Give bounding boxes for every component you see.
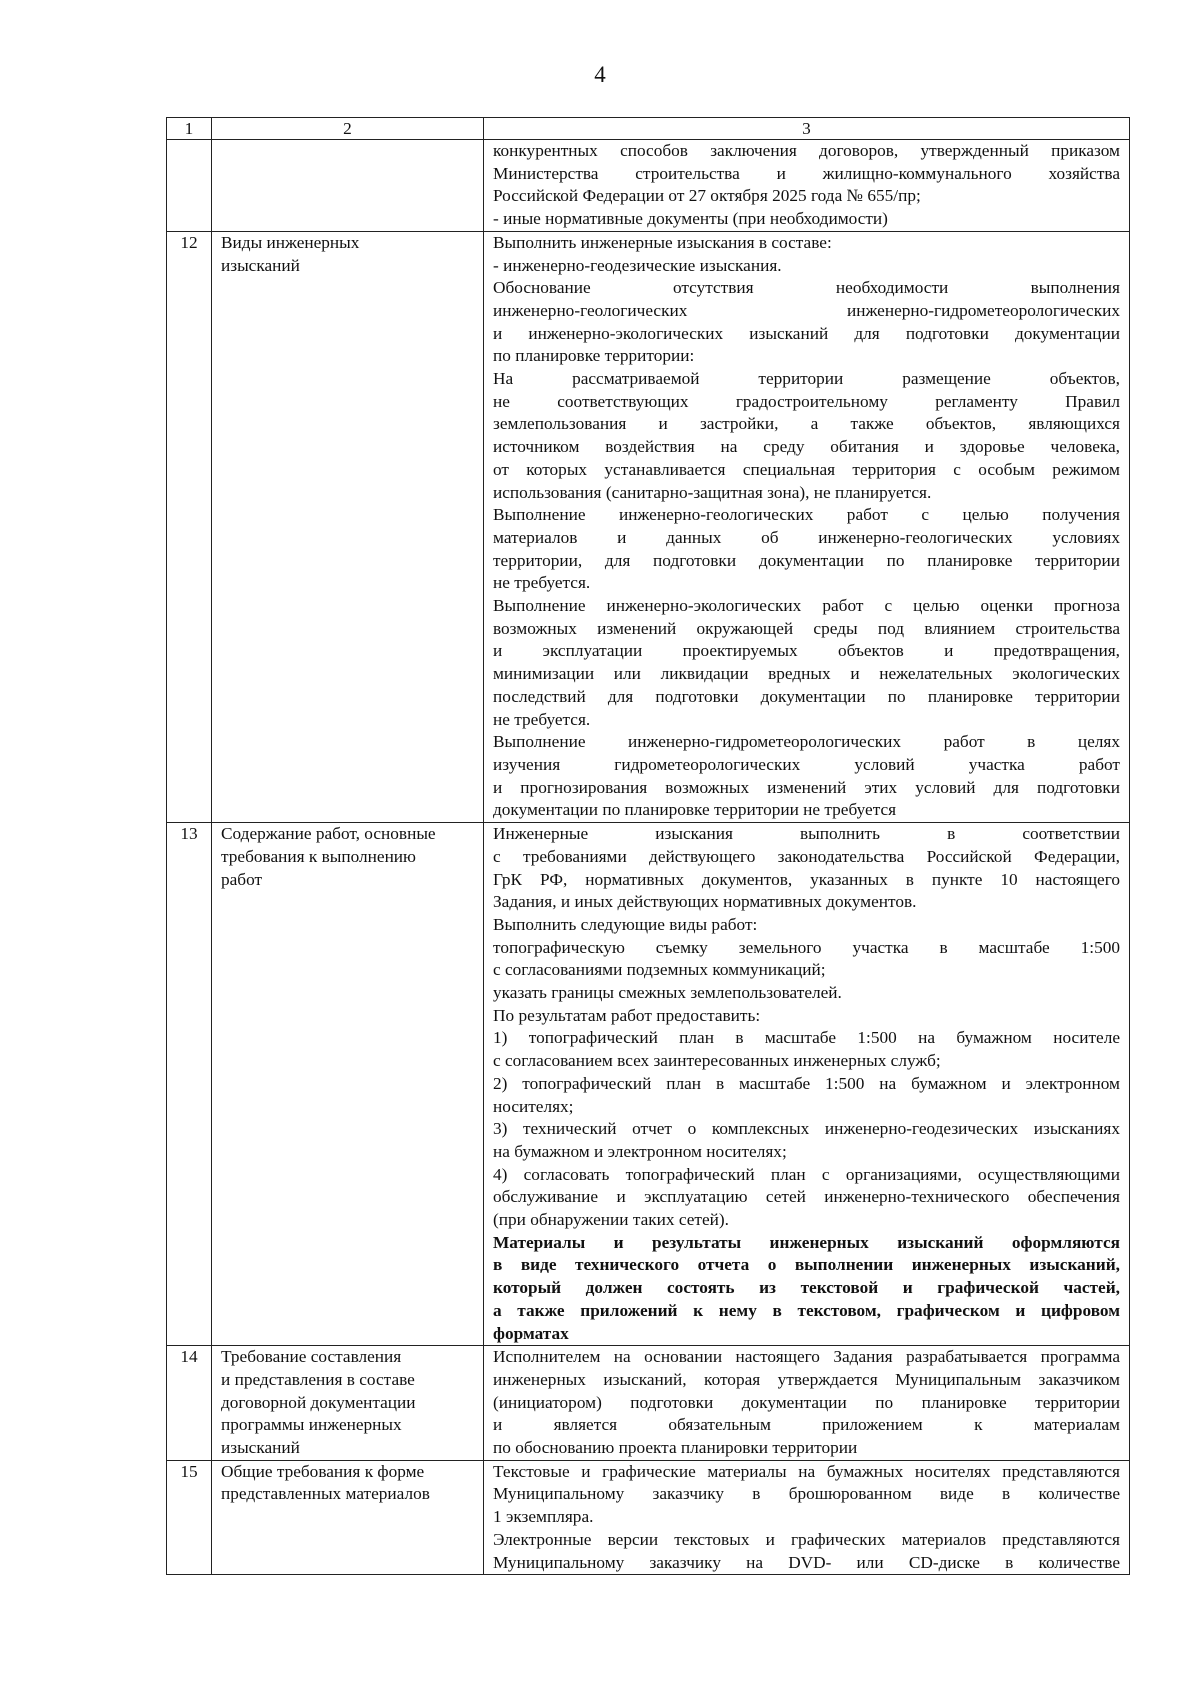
description-line: документации по планировке территории не требуется bbox=[493, 800, 897, 820]
description-line: и эксплуатации проектируемых объектов и предотвращения, bbox=[493, 641, 1120, 661]
table-row bbox=[167, 140, 1130, 232]
description-line: а также приложений к нему в текстовом, графическом и цифровом bbox=[493, 1300, 1120, 1320]
description-line: с согласованиями подземных коммуникаций; bbox=[493, 960, 826, 980]
row-description bbox=[484, 823, 1130, 1346]
header-cell-1: 1 bbox=[167, 118, 212, 140]
row-title-line: Общие требования к форме bbox=[221, 1461, 425, 1481]
description-line: инженерно-геологических инженерно-гидрометеорологических bbox=[493, 300, 1120, 320]
description-line: Министерства строительства и жилищно-коммунального хозяйства bbox=[493, 163, 1120, 183]
row-description bbox=[484, 1460, 1130, 1575]
description-line: - инженерно-геодезические изыскания. bbox=[493, 255, 782, 275]
row-title-line: изысканий bbox=[221, 1438, 300, 1458]
description-line: Муниципальному заказчику в брошюрованном виде в количестве bbox=[493, 1484, 1120, 1504]
description-line: минимизации или ликвидации вредных и нежелательных экологических bbox=[493, 664, 1120, 684]
description-line: 4) согласовать топографический план с организациями, осуществляющими bbox=[493, 1164, 1120, 1184]
description-line: по планировке территории: bbox=[493, 346, 695, 366]
page-number: 4 bbox=[594, 62, 606, 87]
description-line: конкурентных способов заключения договоров, утвержденный приказом bbox=[493, 141, 1120, 160]
description-line: в виде технического отчета о выполнении инженерных изысканий, bbox=[493, 1255, 1120, 1275]
description-line: указать границы смежных землепользователей. bbox=[493, 983, 842, 1003]
description-line: Электронные версии текстовых и графических материалов представляются bbox=[493, 1529, 1120, 1549]
row-title bbox=[212, 140, 484, 232]
description-line: возможных изменений окружающей среды под влиянием строительства bbox=[493, 618, 1120, 638]
description-line: Задания, и иных действующих нормативных документов. bbox=[493, 892, 917, 912]
table-row bbox=[167, 1460, 1130, 1575]
description-line: (при обнаружении таких сетей). bbox=[493, 1210, 729, 1230]
requirements-table bbox=[166, 117, 1130, 1575]
description-line: Исполнителем на основании настоящего Задания разрабатывается программа bbox=[493, 1347, 1120, 1367]
description-line: 1) топографический план в масштабе 1:500 на бумажном носителе bbox=[493, 1028, 1120, 1048]
row-number: 13 bbox=[167, 823, 212, 1346]
description-line: от которых устанавливается специальная территория с особым режимом bbox=[493, 459, 1120, 479]
row-title bbox=[212, 1460, 484, 1575]
row-title-line: Требование составления bbox=[221, 1347, 402, 1367]
description-line: На рассматриваемой территории размещение объектов, bbox=[493, 369, 1120, 389]
description-line: и прогнозирования возможных изменений этих условий для подготовки bbox=[493, 777, 1120, 797]
description-line: с согласованием всех заинтересованных инженерных служб; bbox=[493, 1051, 941, 1071]
description-line: материалов и данных об инженерно-геологических условиях bbox=[493, 527, 1120, 547]
row-title-line: договорной документации bbox=[221, 1392, 416, 1412]
description-line: изучения гидрометеорологических условий участка работ bbox=[493, 754, 1120, 774]
row-title-line: представленных материалов bbox=[221, 1484, 430, 1504]
description-line: территории, для подготовки документации по планировке территории bbox=[493, 550, 1120, 570]
row-title-line: Виды инженерных bbox=[221, 232, 360, 252]
description-line: Инженерные изыскания выполнить в соответствии bbox=[493, 824, 1120, 844]
row-title bbox=[212, 231, 484, 822]
row-number: 12 bbox=[167, 231, 212, 822]
description-line: не требуется. bbox=[493, 709, 591, 729]
description-line: Выполнить инженерные изыскания в составе: bbox=[493, 232, 832, 252]
header-cell-2: 2 bbox=[212, 118, 484, 140]
description-line: который должен состоять из текстовой и графической частей, bbox=[493, 1278, 1120, 1298]
description-line: и инженерно-экологических изысканий для подготовки документации bbox=[493, 323, 1120, 343]
row-number: 14 bbox=[167, 1346, 212, 1461]
row-title-line: Содержание работ, основные bbox=[221, 824, 436, 844]
description-line: использования (санитарно-защитная зона), не планируется. bbox=[493, 482, 932, 502]
row-description bbox=[484, 140, 1130, 232]
description-line: Выполнение инженерно-гидрометеорологических работ в целях bbox=[493, 732, 1120, 752]
table-body bbox=[167, 118, 1130, 1575]
description-line: Выполнение инженерно-геологических работ с целью получения bbox=[493, 505, 1120, 525]
row-description bbox=[484, 1346, 1130, 1461]
description-line: Российской Федерации от 27 октября 2025 года № 655/пр; bbox=[493, 186, 921, 206]
description-line: источником воздействия на среду обитания и здоровье человека, bbox=[493, 437, 1120, 457]
description-line: 3) технический отчет о комплексных инженерно-геодезических изысканиях bbox=[493, 1119, 1120, 1139]
row-title-line: работ bbox=[221, 869, 263, 889]
description-line: - иные нормативные документы (при необходимости) bbox=[493, 209, 888, 229]
description-line: инженерных изысканий, которая утверждается Муниципальным заказчиком bbox=[493, 1369, 1120, 1389]
row-title-line: требования к выполнению bbox=[221, 846, 416, 866]
description-line: 2) топографический план в масштабе 1:500 на бумажном и электронном bbox=[493, 1073, 1120, 1093]
description-line: Текстовые и графические материалы на бумажных носителях представляются bbox=[493, 1461, 1120, 1481]
header-cell-3: 3 bbox=[484, 118, 1130, 140]
description-line: Материалы и результаты инженерных изысканий оформляются bbox=[493, 1232, 1120, 1252]
description-line: и является обязательным приложением к материалам bbox=[493, 1415, 1120, 1435]
description-line: последствий для подготовки документации по планировке территории bbox=[493, 686, 1120, 706]
description-line: носителях; bbox=[493, 1096, 574, 1116]
row-title-line: и представления в составе bbox=[221, 1369, 415, 1389]
row-number bbox=[167, 140, 212, 232]
description-line: (инициатором) подготовки документации по планировке территории bbox=[493, 1392, 1120, 1412]
description-line: ГрК РФ, нормативных документов, указанных в пункте 10 настоящего bbox=[493, 869, 1120, 889]
description-line: не требуется. bbox=[493, 573, 591, 593]
row-description bbox=[484, 231, 1130, 822]
table-header-row bbox=[167, 118, 1130, 140]
description-line: по обоснованию проекта планировки территории bbox=[493, 1438, 858, 1458]
description-line: не соответствующих градостроительному регламенту Правил bbox=[493, 391, 1120, 411]
table-row bbox=[167, 231, 1130, 822]
row-title-line: программы инженерных bbox=[221, 1415, 402, 1435]
table-row bbox=[167, 1346, 1130, 1461]
description-line: По результатам работ предоставить: bbox=[493, 1005, 761, 1025]
description-line: землепользования и застройки, а также объектов, являющихся bbox=[493, 414, 1120, 434]
description-line: форматах bbox=[493, 1323, 569, 1343]
row-number: 15 bbox=[167, 1460, 212, 1575]
description-line: с требованиями действующего законодательства Российской Федерации, bbox=[493, 846, 1120, 866]
description-line: Выполнение инженерно-экологических работ с целью оценки прогноза bbox=[493, 596, 1120, 616]
row-title bbox=[212, 823, 484, 1346]
description-line: 1 экземпляра. bbox=[493, 1507, 594, 1527]
table-row bbox=[167, 823, 1130, 1346]
row-title-line: изысканий bbox=[221, 255, 300, 275]
description-line: топографическую съемку земельного участка в масштабе 1:500 bbox=[493, 937, 1120, 957]
description-line: обслуживание и эксплуатацию сетей инженерно-технического обеспечения bbox=[493, 1187, 1120, 1207]
row-title bbox=[212, 1346, 484, 1461]
description-line: Выполнить следующие виды работ: bbox=[493, 914, 758, 934]
description-line: Обоснование отсутствия необходимости выполнения bbox=[493, 278, 1120, 298]
description-line: на бумажном и электронном носителях; bbox=[493, 1141, 787, 1161]
description-line: Муниципальному заказчику на DVD- или CD-диске в количестве bbox=[493, 1552, 1120, 1572]
